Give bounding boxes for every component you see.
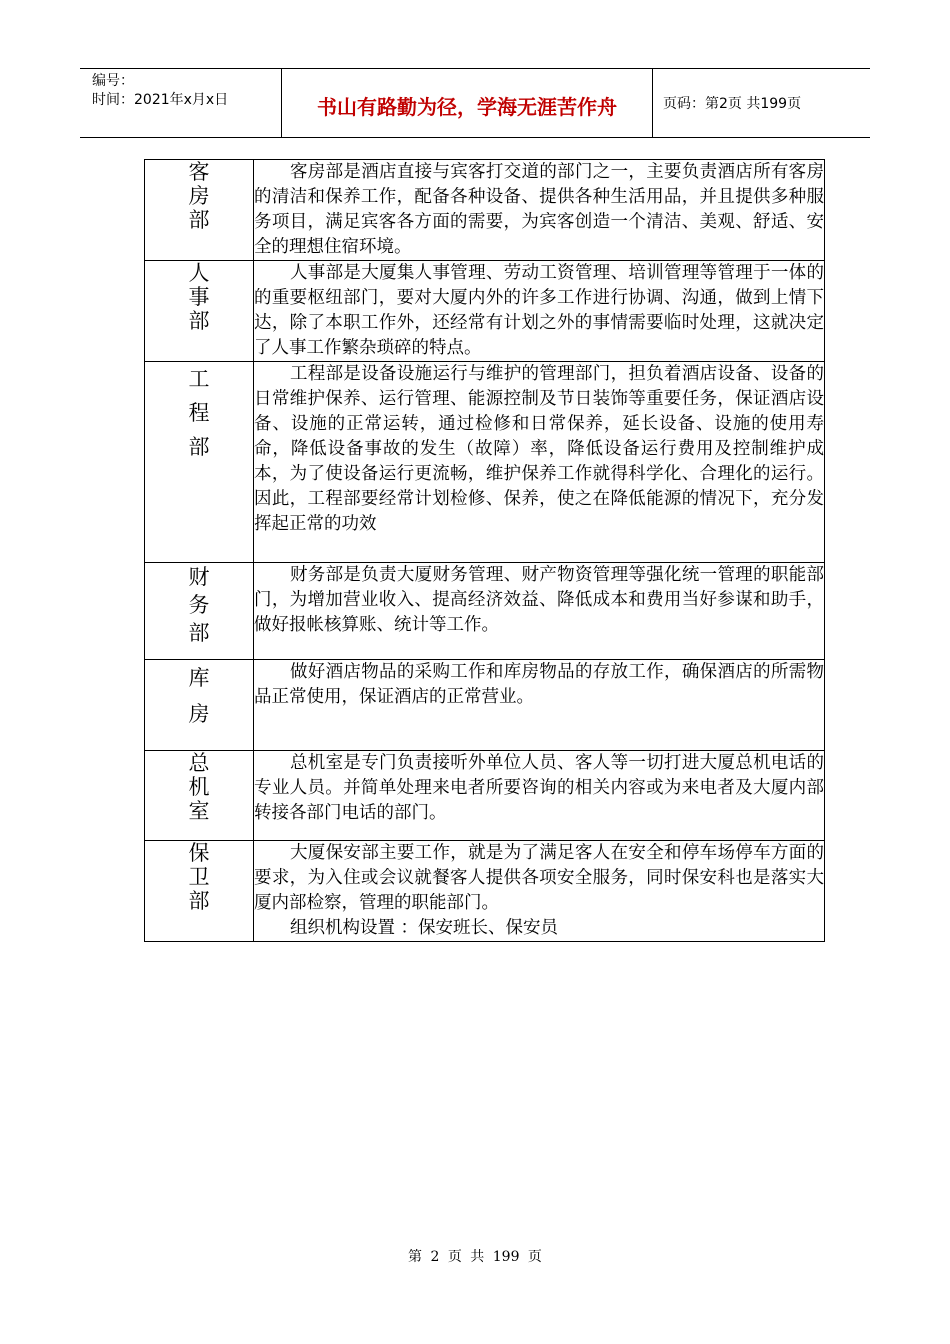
number-label: 编号：: [92, 73, 134, 89]
dept-name: 总机室: [188, 751, 210, 823]
dept-description: 客房部是酒店直接与宾客打交道的部门之一，主要负责酒店所有客房的清洁和保养工作，配备各种设备、提供各种生活用品，并且提供多种服务项目，满足宾客各方面的需要，为宾客创造一个清洁、美观、舒适、安全的理想住宿环境。: [254, 162, 824, 257]
table-row: [145, 841, 825, 942]
dept-name: 人事部: [188, 261, 210, 333]
dept-name: 工程部: [188, 367, 210, 459]
table-row: [145, 563, 825, 660]
dept-desc-cell: [254, 261, 825, 362]
table-row: [145, 751, 825, 841]
header-meta: [80, 69, 281, 137]
dept-desc-cell: [254, 751, 825, 841]
dept-name-cell: [145, 751, 254, 841]
table-row: [145, 660, 825, 751]
dept-description: 总机室是专门负责接听外单位人员、客人等一切打进大厦总机电话的专业人员。并简单处理来电者所要咨询的相关内容或为来电者及大厦内部转接各部门电话的部门。: [254, 753, 824, 823]
dept-description: 工程部是设备设施运行与维护的管理部门，担负着酒店设备、设备的日常维护保养、运行管理、能源控制及节日装饰等重要任务，保证酒店设备、设施的正常运转，通过检修和日常保养，延长设备、设施的使用寿命，降低设备事故的发生（故障）率，降低设备运行费用及控制维护成本，为了使设备运行更流畅，维护保养工作就得科学化、合理化的运行。因此，工程部要经常计划检修、保养，使之在降低能源的情况下，充分发挥起正常的功效: [254, 364, 824, 534]
page-info: 页码：第2页 共199页: [663, 96, 802, 112]
motto-text: 书山有路勤为径，学海无涯苦作舟: [317, 95, 617, 119]
dept-description: 做好酒店物品的采购工作和库房物品的存放工作，确保酒店的所需物品正常使用，保证酒店的正常营业。: [254, 662, 824, 707]
dept-description: 大厦保安部主要工作，就是为了满足客人在安全和停车场停车方面的要求，为入住或会议就餐客人提供各项安全服务，同时保安科也是落实大厦内部检察，管理的职能部门。: [254, 843, 824, 913]
header-motto-cell: [281, 69, 653, 137]
dept-name-cell: [145, 261, 254, 362]
dept-name: 库房: [188, 666, 210, 726]
dept-desc-cell: [254, 160, 825, 261]
dept-desc-cell: [254, 563, 825, 660]
dept-description: 财务部是负责大厦财务管理、财产物资管理等强化统一管理的职能部门，为增加营业收入、提高经济效益、降低成本和费用当好参谋和助手，做好报帐核算账、统计等工作。: [254, 565, 824, 635]
time-label: 时间：2021年x月x日: [92, 92, 229, 108]
dept-name-cell: [145, 841, 254, 942]
table-row: [145, 160, 825, 261]
table-row: [145, 261, 825, 362]
dept-description: 人事部是大厦集人事管理、劳动工资管理、培训管理等管理于一体的的重要枢纽部门，要对大厦内外的许多工作进行协调、沟通，做到上情下达，除了本职工作外，还经常有计划之外的事情需要临时处理，这就决定了人事工作繁杂琐碎的特点。: [254, 263, 824, 358]
dept-name-cell: [145, 660, 254, 751]
dept-name-cell: [145, 160, 254, 261]
department-table: [144, 159, 825, 942]
table-row: [145, 362, 825, 563]
dept-name: 保卫部: [188, 841, 210, 913]
page-header: [80, 68, 870, 138]
org-structure-note: 组织机构设置 ：保安班长、保安员: [290, 918, 559, 938]
dept-name-cell: [145, 563, 254, 660]
dept-name: 财务部: [188, 565, 210, 645]
dept-name-cell: [145, 362, 254, 563]
page-footer: 第 2 页 共 199 页: [408, 1249, 542, 1265]
dept-desc-cell: [254, 841, 825, 942]
dept-desc-cell: [254, 660, 825, 751]
dept-name: 客房部: [188, 160, 210, 232]
dept-desc-cell: [254, 362, 825, 563]
